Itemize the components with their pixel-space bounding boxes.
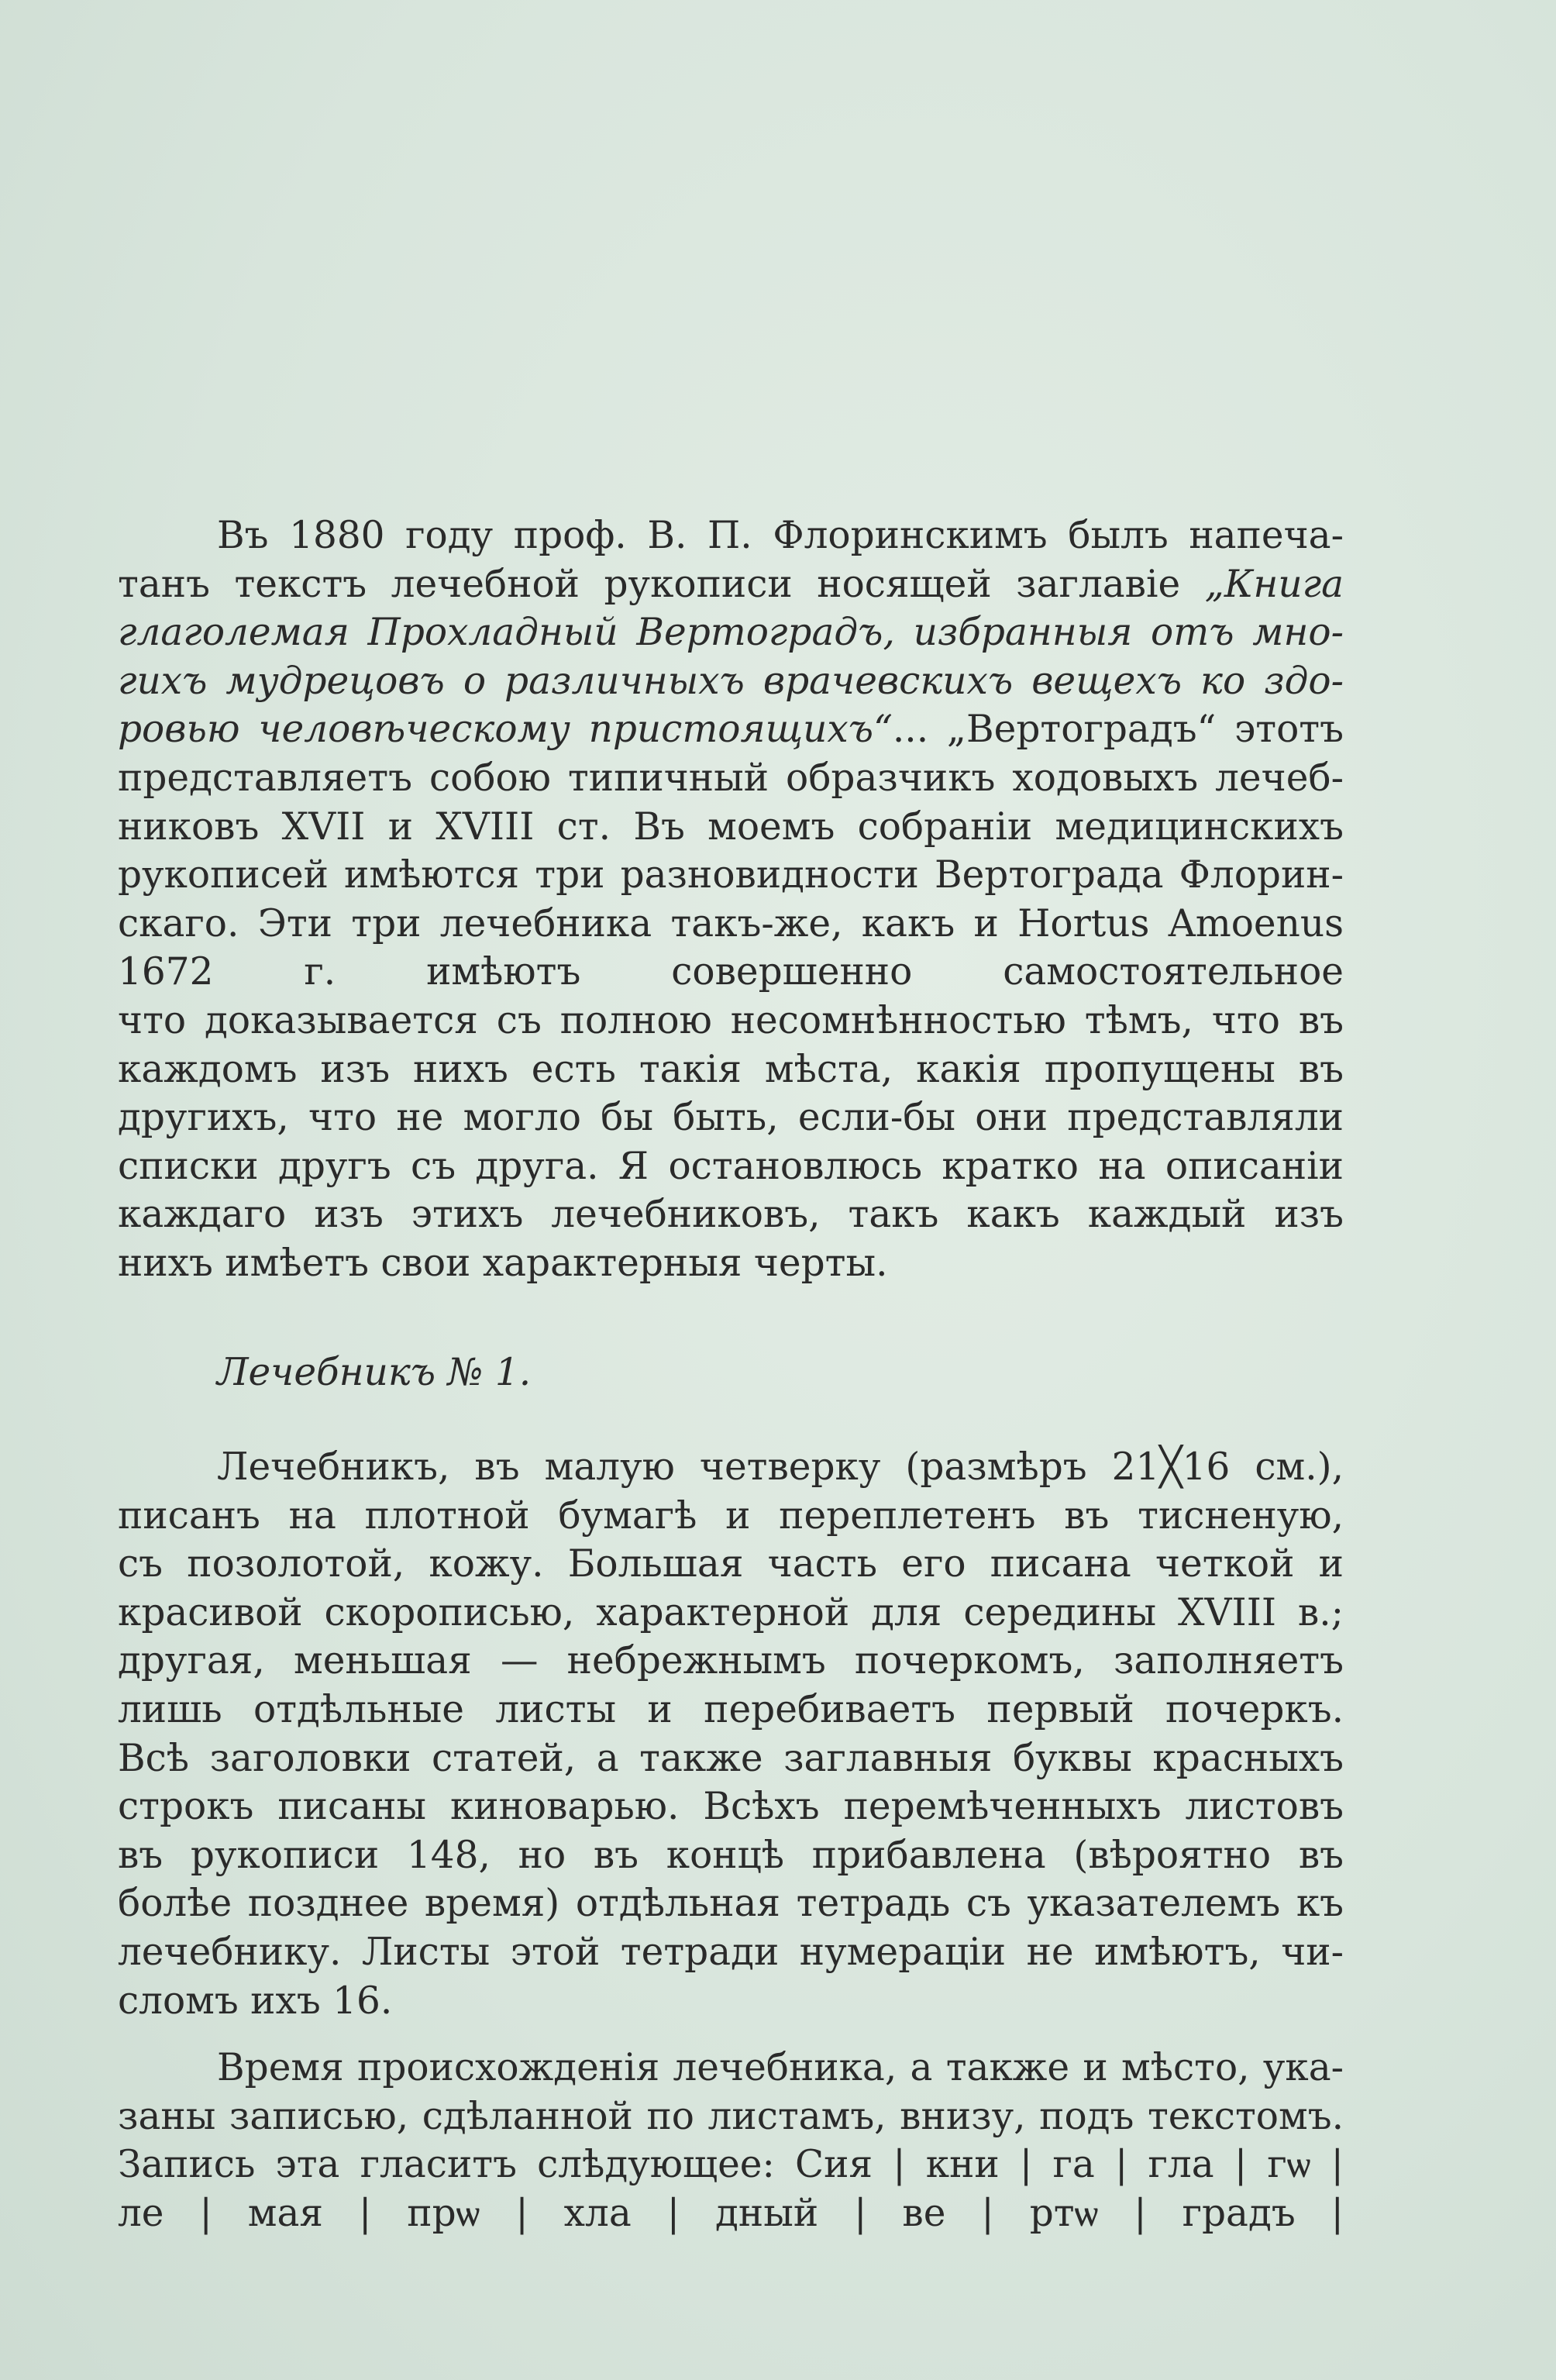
- paragraph-2: [118, 1443, 1344, 2025]
- text-line: представляетъ собою типичный образчикъ ходовыхъ лечеб-: [118, 756, 1344, 800]
- text-line: что доказывается съ полною несомнѣнностью тѣмъ, что въ: [118, 998, 1344, 1042]
- paragraph-3: [118, 2044, 1344, 2237]
- text-line: лишь отдѣльные листы и перебиваетъ первый почеркъ.: [118, 1688, 1344, 1732]
- text-line: скаго. Эти три лечебника такъ-же, какъ и Hortus Amoenus: [118, 901, 1344, 945]
- text-line: 1672 г. имѣютъ совершенно самостоятельное: [118, 950, 1344, 994]
- text-line: сломъ ихъ 16.: [118, 1979, 393, 2023]
- text-line: въ рукописи 148, но въ концѣ прибавлена (вѣроятно въ: [118, 1833, 1344, 1877]
- text-line: красивой скорописью, характерной для середины XVIII в.;: [118, 1590, 1344, 1634]
- paragraph-1: [118, 511, 1344, 1288]
- text-line: списки другъ съ друга. Я остановлюсь кратко на описаніи: [118, 1144, 1344, 1188]
- text-line: другихъ, что не могло бы быть, если-бы они представляли: [118, 1096, 1344, 1140]
- text-line: Въ 1880 году проф. В. П. Флоринскимъ былъ напеча-: [217, 514, 1344, 557]
- text-line: танъ текстъ лечебной рукописи носящей заглавіе „Книга: [118, 562, 1344, 606]
- section-heading: Лечебникъ № 1.: [217, 1350, 532, 1394]
- page-text: [118, 511, 1344, 2238]
- text-line: каждаго изъ этихъ лечебниковъ, такъ какъ каждый изъ: [118, 1193, 1344, 1237]
- text-line: болѣе позднее время) отдѣльная тетрадь съ указателемъ къ: [118, 1882, 1344, 1926]
- text-line: лечебнику. Листы этой тетради нумераціи не имѣютъ, чи-: [118, 1931, 1344, 1975]
- text-line: строкъ писаны киноварью. Всѣхъ перемѣченныхъ листовъ: [118, 1785, 1344, 1829]
- text-line: Лечебникъ, въ малую четверку (размѣръ 21╳16 см.),: [217, 1445, 1344, 1490]
- text-line: заны записью, сдѣланной по листамъ, внизу, подъ текстомъ.: [118, 2094, 1344, 2138]
- text-line: Всѣ заголовки статей, а также заглавныя буквы красныхъ: [118, 1736, 1344, 1780]
- text-line: Время происхожденія лечебника, а также и мѣсто, ука-: [217, 2046, 1344, 2090]
- text-line: съ позолотой, кожу. Большая часть его писана четкой и: [118, 1542, 1344, 1586]
- text-line: ровью человѣческому пристоящихъ“... „Вертоградъ“ этотъ: [118, 708, 1344, 752]
- text-line: глаголемая Прохладный Вертоградъ, избранныя отъ мно-: [118, 611, 1344, 655]
- text-line: другая, меньшая — небрежнымъ почеркомъ, заполняетъ: [118, 1639, 1344, 1683]
- text-line: рукописей имѣются три разновидности Вертограда Флорин-: [118, 853, 1344, 897]
- text-line: никовъ XVII и XVIII ст. Въ моемъ собраніи медицинскихъ: [118, 804, 1344, 849]
- text-line: писанъ на плотной бумагѣ и переплетенъ въ тисненую,: [118, 1493, 1344, 1538]
- text-line: каждомъ изъ нихъ есть такія мѣста, какія пропущены въ: [118, 1047, 1344, 1091]
- text-line: гихъ мудрецовъ о различныхъ врачевскихъ вещехъ ко здо-: [118, 659, 1344, 703]
- text-line: ле | мая | прѡ | хла | дный | ве | ртѡ | градъ |: [118, 2192, 1344, 2235]
- text-line: нихъ имѣетъ свои характерныя черты.: [118, 1241, 888, 1285]
- text-line: Запись эта гласитъ слѣдующее: Сия | кни | га | гла | гѡ |: [118, 2143, 1344, 2187]
